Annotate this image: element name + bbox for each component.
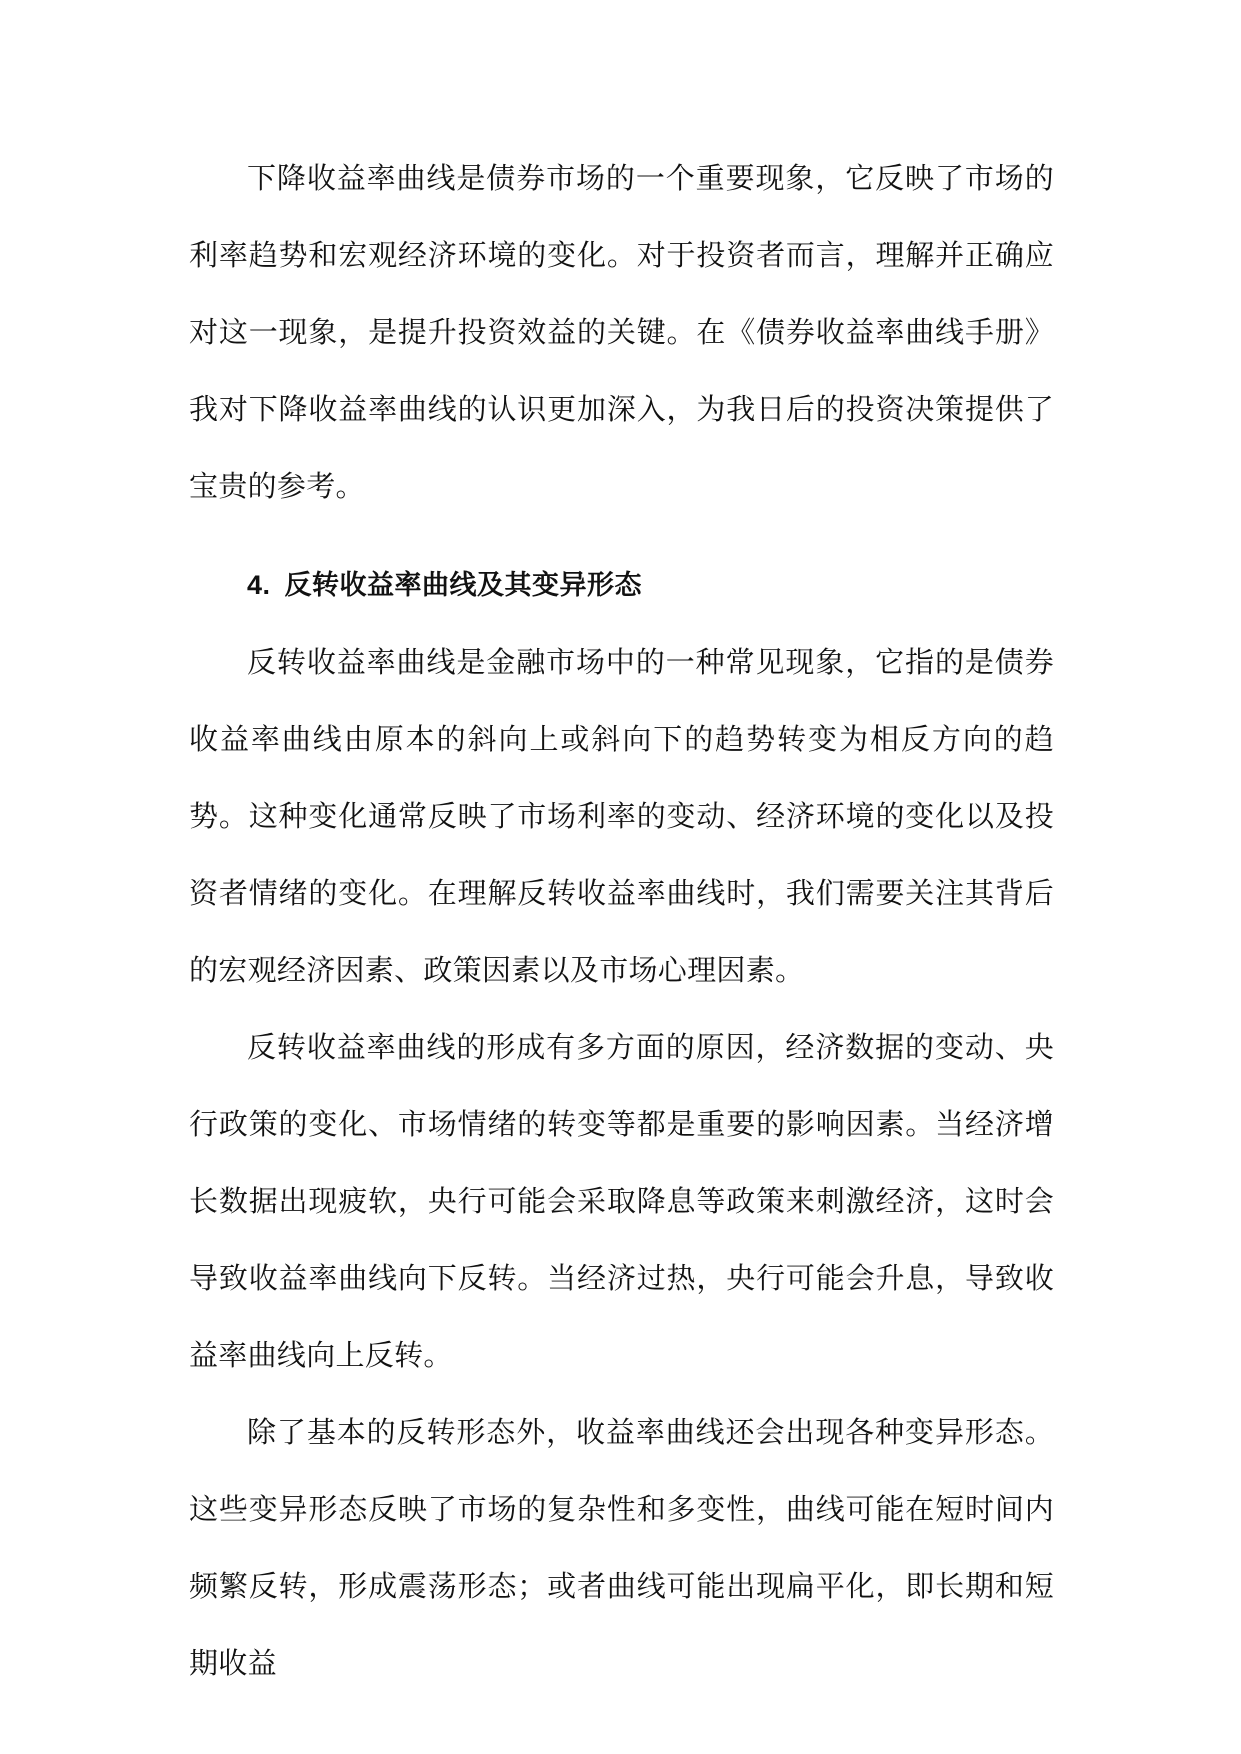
document-body (189, 140, 1054, 1702)
section-title: 反转收益率曲线及其变异形态 (284, 570, 643, 601)
paragraph-variant-forms: 除了基本的反转形态外，收益率曲线还会出现各种变异形态。这些变异形态反映了市场的复杂性和多变性，曲线可能在短时间内频繁反转，形成震荡形态；或者曲线可能出现扁平化，即长期和短期收益 (189, 1415, 1054, 1680)
section-heading (189, 547, 1054, 624)
paragraph-falling-yield-curve: 下降收益率曲线是债券市场的一个重要现象，它反映了市场的利率趋势和宏观经济环境的变化。对于投资者而言，理解并正确应对这一现象，是提升投资效益的关键。在《债券收益率曲线手册》我对下降收益率曲线的认识更加深入，为我日后的投资决策提供了宝贵的参考。 (189, 161, 1054, 503)
paragraph-reversal-definition: 反转收益率曲线是金融市场中的一种常见现象，它指的是债券收益率曲线由原本的斜向上或斜向下的趋势转变为相反方向的趋势。这种变化通常反映了市场利率的变动、经济环境的变化以及投资者情绪的变化。在理解反转收益率曲线时，我们需要关注其背后的宏观经济因素、政策因素以及市场心理因素。 (189, 645, 1054, 987)
section-number: 4. (247, 570, 271, 600)
paragraph-reversal-causes: 反转收益率曲线的形成有多方面的原因，经济数据的变动、央行政策的变化、市场情绪的转变等都是重要的影响因素。当经济增长数据出现疲软，央行可能会采取降息等政策来刺激经济，这时会导致收益率曲线向下反转。当经济过热，央行可能会升息，导致收益率曲线向上反转。 (189, 1030, 1054, 1372)
